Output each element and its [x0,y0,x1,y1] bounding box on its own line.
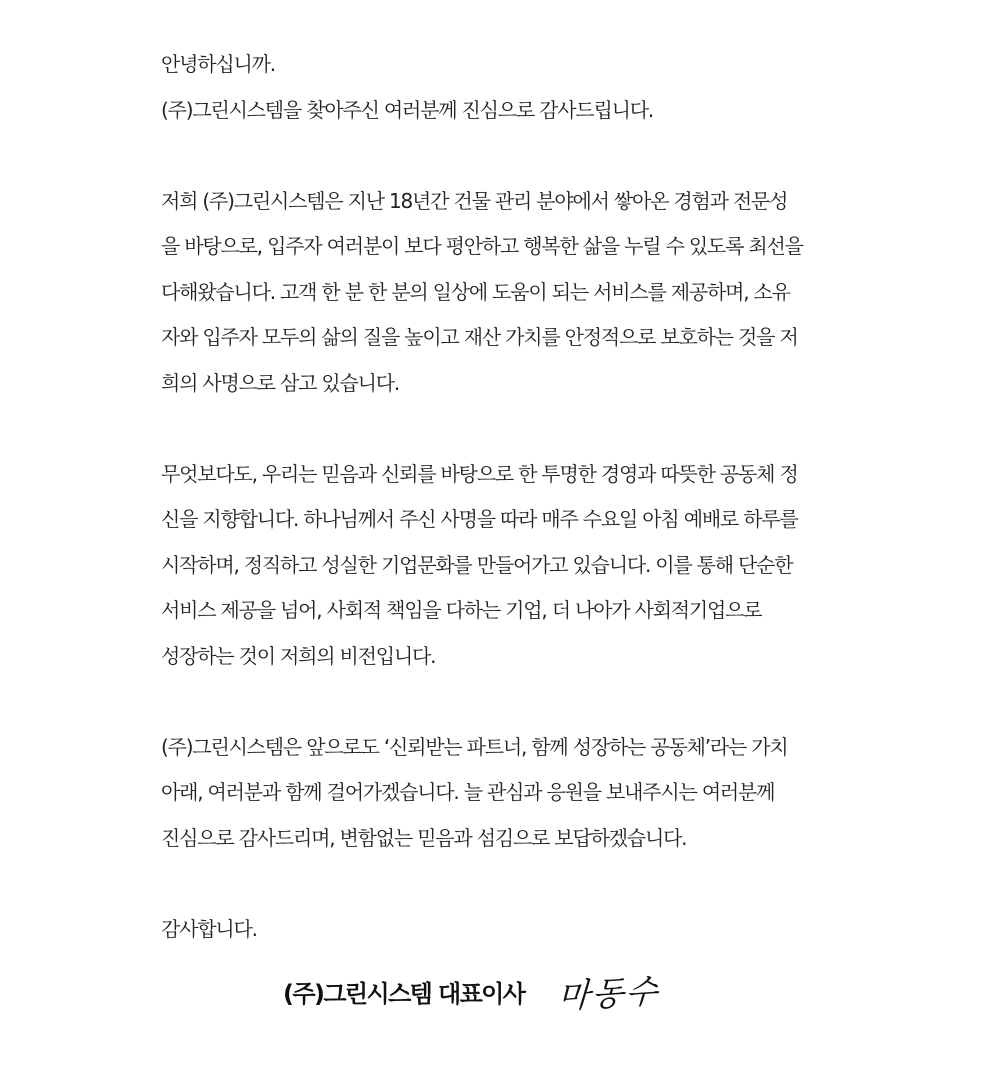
letter-line: 저희 (주)그린시스템은 지난 18년간 건물 관리 분야에서 쌓아온 경험과 전문성 [161,188,788,213]
letter-line: 다해왔습니다. 고객 한 분 한 분의 일상에 도움이 되는 서비스를 제공하며, 소유 [161,279,790,304]
letter-line: 진심으로 감사드리며, 변함없는 믿음과 섬김으로 보답하겠습니다. [161,825,687,850]
paragraph-spacer [161,406,861,452]
letter-line: 안녕하십니까. [161,52,275,76]
letter-line: 신을 지향합니다. 하나님께서 주신 사명을 따라 매주 수요일 아침 예배로 하루를 [161,507,798,531]
letter-line: (주)그린시스템은 앞으로도 ‘신뢰받는 파트너, 함께 성장하는 공동체’라는 가치 [161,734,788,759]
paragraph-spacer [161,133,861,179]
letter-line: 아래, 여러분과 함께 걸어가겠습니다. 늘 관심과 응원을 보내주시는 여러분께 [161,780,775,804]
ceo-title: (주)그린시스템 대표이사 [283,979,525,1008]
ceo-greeting-letter [161,42,861,952]
letter-line: 을 바탕으로, 입주자 여러분이 보다 평안하고 행복한 삶을 누릴 수 있도록 최선을 [161,234,803,258]
promise-paragraph [161,725,861,862]
closing-line: 감사합니다. [161,916,257,941]
letter-line: 시작하며, 정직하고 성실한 기업문화를 만들어가고 있습니다. 이를 통해 단순한 [161,552,793,577]
letter-line: 희의 사명으로 삼고 있습니다. [161,370,400,395]
letter-line: (주)그린시스템을 찾아주신 여러분께 진심으로 감사드립니다. [161,97,653,122]
letter-line: 서비스 제공을 넘어, 사회적 책임을 다하는 기업, 더 나아가 사회적기업으로 [161,598,762,622]
handwritten-signature: 마동수 [557,970,661,1016]
paragraph-spacer [161,679,861,725]
experience-paragraph [161,179,861,407]
letter-line: 자와 입주자 모두의 삶의 질을 높이고 재산 가치를 안정적으로 보호하는 것을 저 [161,325,798,349]
vision-paragraph [161,452,861,680]
paragraph-spacer [161,861,861,907]
signature-block [283,966,660,1016]
greeting-paragraph [161,42,861,133]
letter-line: 성장하는 것이 저희의 비전입니다. [161,643,436,668]
letter-line: 무엇보다도, 우리는 믿음과 신뢰를 바탕으로 한 투명한 경영과 따뜻한 공동체 정 [161,461,798,486]
